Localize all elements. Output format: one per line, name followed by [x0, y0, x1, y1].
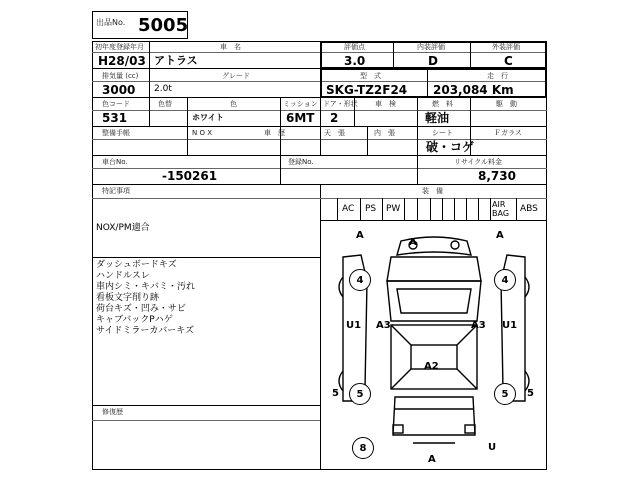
color-value: ホワイト: [192, 113, 224, 122]
defect-item: サイドミラーカバーキズ: [96, 326, 195, 336]
windshield: [397, 289, 471, 313]
mark-right-5: 5: [494, 383, 516, 405]
fuel-label: 燃 料: [432, 100, 453, 108]
mark-bottom-a: A: [428, 454, 436, 465]
defect-item: 看板文字削り跡: [96, 293, 160, 303]
registration-label: 登録No.: [288, 158, 314, 166]
interior-eval-label: 内装評価: [417, 43, 445, 51]
color-label: 色: [230, 100, 237, 108]
year-label: 初年度登録年月: [95, 43, 144, 51]
headlight-right: [451, 241, 459, 249]
displacement-label: 排気量 (cc): [102, 72, 139, 80]
lot-label: 出品No.: [96, 18, 126, 27]
grade-value: 2.0t: [154, 84, 172, 94]
defect-item: ダッシュボードキズ: [96, 260, 177, 270]
equip-ac: AC: [342, 204, 355, 214]
glass-label: Ｆガラス: [494, 129, 522, 137]
chassis-label: 車台No.: [102, 158, 128, 166]
drive-label: 駆 動: [496, 100, 517, 108]
equipment-header: 装 備: [422, 187, 443, 195]
mark-bottom-u: U: [488, 442, 497, 453]
chassis-value: -150261: [162, 169, 218, 183]
car-label: 車 名: [220, 43, 241, 51]
color-code-label: 色コード: [102, 100, 130, 108]
tail-light-left: [393, 425, 403, 433]
model-label: 型 式: [360, 72, 381, 80]
lot-number: 5005: [138, 15, 189, 36]
mark-left-a3: A3: [376, 320, 391, 331]
defect-item: ハンドルスレ: [96, 271, 150, 281]
fuel-value: 軽油: [425, 111, 450, 125]
defect-item: 荷台キズ・凹み・サビ: [96, 304, 186, 314]
mark-top-left-a: A: [356, 230, 364, 241]
inner-trim-label: 内 張: [374, 129, 395, 137]
equip-pw: PW: [386, 204, 401, 214]
tail-light-right: [465, 425, 475, 433]
mission-label: ミッション: [283, 100, 318, 108]
history-label: 車 歴: [264, 129, 285, 137]
color-code-value: 531: [102, 111, 128, 125]
defect-item: キャブバックPハゲ: [96, 315, 173, 325]
exterior-eval-value: C: [504, 54, 513, 68]
interior-eval-value: D: [428, 54, 438, 68]
nox-pm-note: NOX/PM適合: [96, 223, 150, 233]
mark-right-4: 4: [494, 269, 516, 291]
score-value: 3.0: [344, 54, 366, 68]
roof-label: 天 張: [324, 129, 345, 137]
mark-right-u1: U1: [502, 320, 518, 331]
doors-value: 2: [330, 111, 339, 125]
score-label: 評価点: [344, 43, 365, 51]
auction-sheet: [92, 0, 547, 470]
nox-label: N O X: [192, 129, 212, 137]
mission-value: 6MT: [286, 111, 315, 125]
recycle-label: リサイクル料金: [454, 158, 503, 166]
model-value: SKG-TZ2F24: [326, 83, 408, 97]
mark-top-center-a: A: [409, 237, 417, 248]
equip-airbag: AIR BAG: [492, 200, 510, 218]
lot-box: [92, 11, 188, 39]
mark-top-right-a: A: [496, 230, 504, 241]
recycle-value: 8,730: [478, 169, 516, 183]
mark-left-u1: U1: [346, 320, 362, 331]
mileage-value: 203,084 Km: [433, 83, 514, 97]
exterior-eval-label: 外装評価: [492, 43, 520, 51]
equip-ps: PS: [365, 204, 377, 214]
mark-bottom-8: 8: [352, 437, 374, 459]
truck-diagram: [321, 221, 547, 470]
mark-center-a2: A2: [424, 361, 439, 372]
displacement-value: 3000: [102, 83, 136, 97]
manual-label: 整備手帳: [102, 129, 130, 137]
seat-value: 破・コゲ: [426, 140, 475, 154]
mark-right-a3: A3: [471, 320, 486, 331]
doors-label: ドア・形状: [323, 100, 358, 108]
defect-item: 車内シミ・キバミ・汚れ: [96, 282, 196, 292]
rear-view: [393, 397, 475, 435]
defect-list: [96, 260, 195, 337]
cargo-bed: [391, 325, 477, 389]
repair-header: 修復歴: [102, 408, 123, 416]
seat-label: シート: [432, 129, 453, 137]
grade-label: グレード: [222, 72, 250, 80]
equip-abs: ABS: [520, 204, 538, 214]
mark-right-5-outer: 5: [527, 388, 534, 399]
notes-header: 特記事項: [102, 187, 130, 195]
capacity-label: 車 検: [375, 100, 396, 108]
mark-left-5: 5: [349, 383, 371, 405]
cab-roof-outline: [387, 257, 481, 281]
color-change-label: 色替: [158, 100, 172, 108]
cab-body: [387, 281, 481, 321]
year-value: H28/03: [98, 54, 146, 68]
mileage-label: 走 行: [487, 72, 508, 80]
car-value: アトラス: [154, 54, 198, 67]
mark-left-4: 4: [349, 269, 371, 291]
mark-left-5-outer: 5: [332, 388, 339, 399]
